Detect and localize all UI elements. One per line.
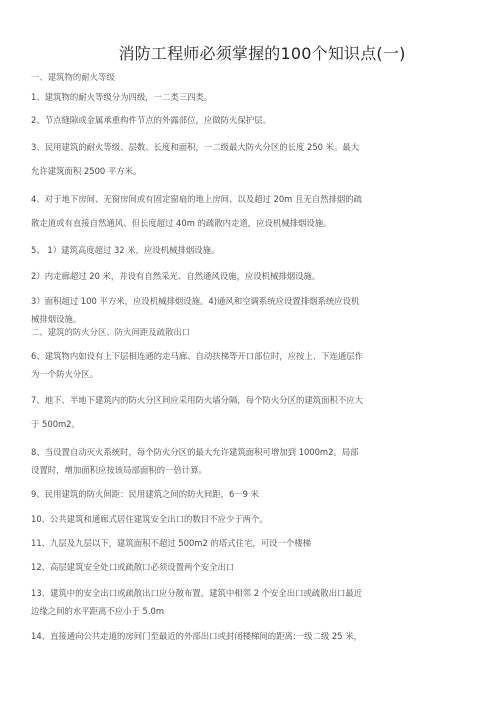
paragraph-line: 1、建筑物的耐火等级分为四级，一二类三四类。 [31, 92, 213, 102]
paragraph-line: 10、公共建筑和通廊式居住建筑安全出口的数目不应少于两个。 [31, 514, 268, 524]
paragraph-line: 13、建筑中的安全出口或疏散出口应分散布置。建筑中相邻 2 个安全出口或疏散出口最近 [31, 588, 363, 598]
paragraph-line: 械排烟设施。 [31, 314, 82, 324]
document-title-text: 消防工程师必须掌握的100个知识点(一) [118, 44, 406, 63]
paragraph-line: 边缘之间的水平距离不应小于 5.0m [31, 606, 165, 616]
paragraph-line: 散走道或有直接自然通风、但长度超过 40m 的疏散内走道，应设机械排烟设施。 [31, 218, 332, 228]
section-heading-1: 一、建筑物的耐火等级 [31, 72, 115, 82]
paragraph-line: 7、地下、半地下建筑内的防火分区间应采用防火墙分隔，每个防火分区的建筑面积不应大 [31, 395, 363, 405]
paragraph-line: 2）内走廊超过 20 米，并设有自然采光、自然通风设施，应设机械排烟设施。 [31, 271, 321, 281]
paragraph-line: 为一个防火分区。 [31, 369, 98, 379]
paragraph-line: 允许建筑面积 2500 平方米。 [31, 166, 142, 176]
paragraph-line: 3）面积超过 100 平方米，应设机械排烟设施。4)通风和空调系统应设置排烟系统应设机 [31, 296, 360, 306]
paragraph-line: 于 500m2。 [31, 419, 80, 429]
section-heading-2: 二、建筑的防火分区、防火间距及疏散出口 [31, 327, 191, 337]
paragraph-line: 14、直接通向公共走道的房间门至最近的外部出口或封闭楼梯间的距离:一级二级 25 米， [31, 631, 362, 641]
paragraph-line: 5、 1）建筑高度超过 32 米，应设机械排烟设施。 [31, 245, 220, 255]
paragraph-line: 8、当设置自动灭火系统时，每个防火分区的最大允许建筑面积可增加到 1000m2。局部 [31, 447, 359, 457]
paragraph-line: 12、高层建筑安全处口或疏散口必须设置两个安全出口 [31, 562, 235, 572]
paragraph-line: 3、民用建筑的耐火等级、层数、长度和面积，一二级最大防火分区的长度 250 米。最大 [31, 142, 360, 152]
paragraph-line: 设置时，增加面积应按该局部面积的一倍计算。 [31, 465, 207, 475]
paragraph-line: 11、九层及九层以下，建筑面积不超过 500m2 的塔式住宅，可设一个楼梯 [31, 538, 311, 548]
paragraph-line: 6、建筑物内如设有上下层相连通的走马廊、自动扶梯等开口部位时，应按上、下连通层作 [31, 351, 363, 361]
paragraph-line: 2、节点缝隙或金属承重构件节点的外露部位，应做防火保护层。 [31, 115, 271, 125]
document-title [0, 41, 496, 64]
paragraph-line: 4、对于地下房间、无窗房间或有固定窗扇的地上房间、以及超过 20m 且无自然排烟的疏 [31, 194, 362, 204]
paragraph-line: 9、民用建筑的防火间距：民用建筑之间的防火间距，6－9 米 [31, 489, 260, 499]
